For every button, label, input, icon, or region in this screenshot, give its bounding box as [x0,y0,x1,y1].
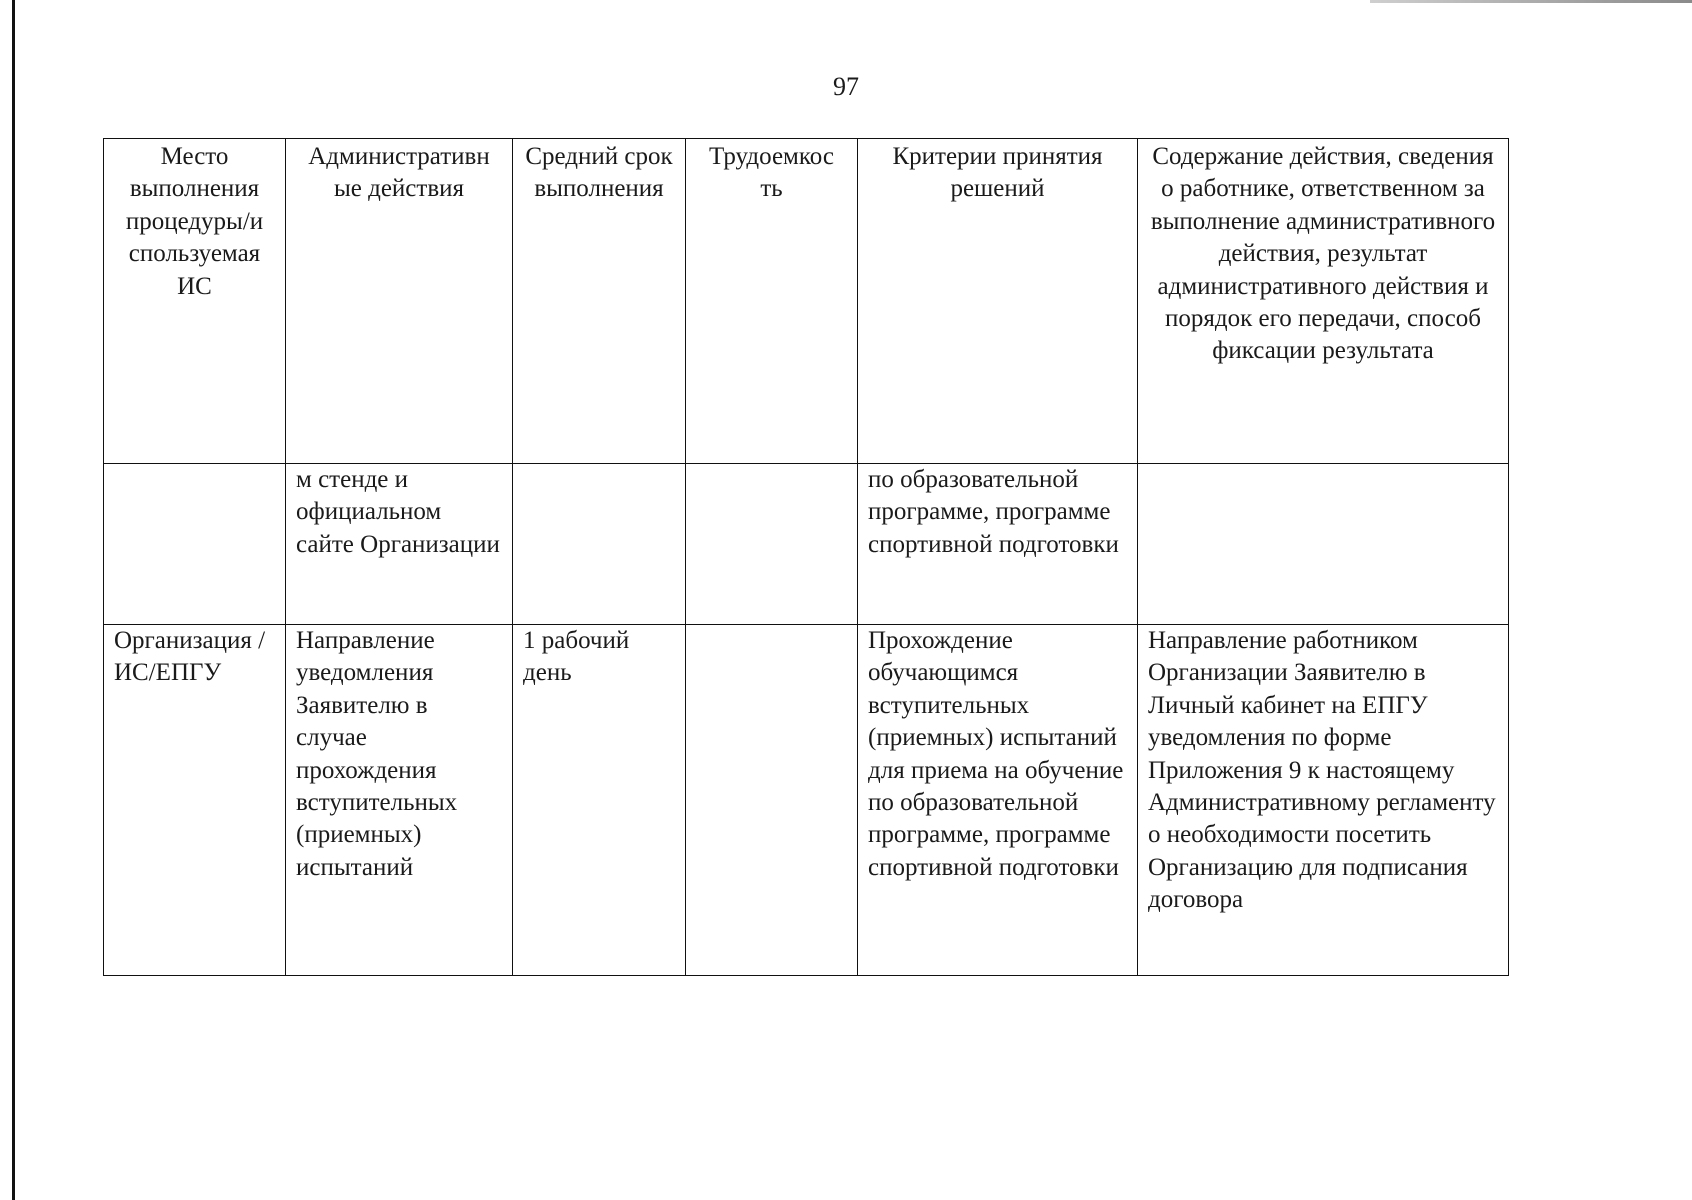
table-cell: м стенде и официальном сайте Организации [286,464,513,625]
header-action-content: Содержание действия, сведения о работнике, ответственном за выполнение административного действия, результат административного действия и порядок его передачи, способ фиксации результата [1138,139,1509,464]
scan-edge-line [12,0,15,1200]
table-cell [686,464,858,625]
header-average-term: Средний срок выполнения [513,139,686,464]
table-header-row [104,139,1509,464]
table-cell [686,625,858,976]
table-row [104,464,1509,625]
table-cell: Направление работником Организации Заявителю в Личный кабинет на ЕПГУ уведомления по форме Приложения 9 к настоящему Административному регламенту о необходимости посетить Организацию для подписания договора [1138,625,1509,976]
scan-top-rule [1370,0,1692,3]
table-cell: 1 рабочий день [513,625,686,976]
header-place: Место выполнения процедуры/и спользуемая ИС [104,139,286,464]
table-cell: Организация /ИС/ЕПГУ [104,625,286,976]
procedure-table [103,138,1509,976]
header-decision-criteria: Критерии принятия решений [858,139,1138,464]
table-cell: Направление уведомления Заявителю в случае прохождения вступительных (приемных) испытаний [286,625,513,976]
table-cell [104,464,286,625]
table-cell [513,464,686,625]
header-admin-actions: Административн ые действия [286,139,513,464]
table-cell: по образовательной программе, программе спортивной подготовки [858,464,1138,625]
table-cell: Прохождение обучающимся вступительных (приемных) испытаний для приема на обучение по образовательной программе, программе спортивной подготовки [858,625,1138,976]
header-labor-intensity: Трудоемкос ть [686,139,858,464]
table-cell [1138,464,1509,625]
table-row [104,625,1509,976]
page-number: 97 [833,72,859,101]
